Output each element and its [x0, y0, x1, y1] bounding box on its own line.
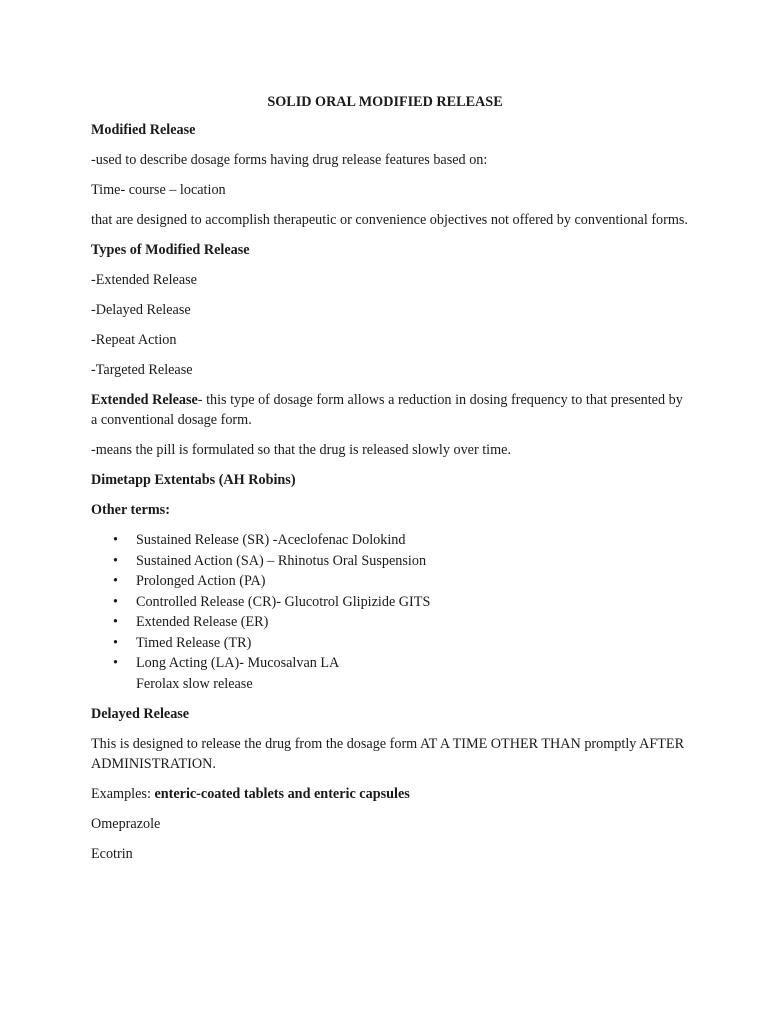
extended-release-definition-text: - this type of dosage form allows a reduction in dosing frequency to that presented by a conventional dosage form. [91, 392, 683, 428]
list-item [91, 633, 691, 654]
paragraph-examples [91, 784, 691, 804]
list-item-text: Extended Release (ER) [136, 614, 269, 630]
document-page [91, 92, 691, 874]
section-heading-modified-release: Modified Release [91, 122, 196, 138]
list-item-continuation: Ferolax slow release [136, 675, 253, 692]
document-title: SOLID ORAL MODIFIED RELEASE [267, 94, 503, 110]
term-extended-release: Extended Release [91, 392, 198, 408]
list-item-text: Prolonged Action (PA) [136, 573, 266, 589]
bullet-icon: • [113, 532, 118, 548]
bullet-icon: • [113, 614, 118, 630]
section-heading-types: Types of Modified Release [91, 242, 250, 258]
bullet-icon: • [113, 634, 118, 651]
list-item [91, 530, 691, 551]
example-dimetapp: Dimetapp Extentabs (AH Robins) [91, 472, 296, 488]
example-ecotrin: Ecotrin [91, 846, 133, 862]
bullet-icon: • [113, 552, 118, 569]
type-item-delayed: -Delayed Release [91, 302, 191, 318]
bullet-icon: • [113, 573, 118, 589]
paragraph-time-course: Time- course – location [91, 182, 226, 198]
section-heading-delayed-release: Delayed Release [91, 706, 190, 722]
list-item [91, 571, 691, 592]
examples-label: Examples: [91, 786, 155, 802]
type-item-targeted: -Targeted Release [91, 362, 193, 378]
list-item [91, 612, 691, 633]
paragraph-means-pill: -means the pill is formulated so that the drug is released slowly over time. [91, 442, 512, 458]
other-terms-list [91, 530, 691, 694]
bullet-icon: • [113, 655, 118, 671]
paragraph-extended-release-definition [91, 390, 691, 430]
list-item [91, 551, 691, 572]
type-item-extended: -Extended Release [91, 272, 197, 288]
type-item-repeat: -Repeat Action [91, 332, 177, 348]
list-item-text: Long Acting (LA)- Mucosalvan LA [136, 655, 340, 671]
list-item [91, 592, 691, 613]
list-item-text: Controlled Release (CR)- Glucotrol Glipizide GITS [136, 593, 431, 610]
bullet-icon: • [113, 593, 118, 610]
examples-value: enteric-coated tablets and enteric capsules [154, 786, 410, 802]
list-item-text: Timed Release (TR) [136, 634, 252, 651]
section-heading-other-terms: Other terms: [91, 502, 170, 518]
paragraph-delayed-description: This is designed to release the drug from the dosage form AT A TIME OTHER THAN promptly AFTER ADMINISTRATION. [91, 736, 685, 772]
paragraph-designed-to-accomplish: that are designed to accomplish therapeutic or convenience objectives not offered by conventional forms. [91, 212, 688, 228]
list-item-text: Sustained Release (SR) -Aceclofenac Dolokind [136, 532, 406, 548]
list-item [91, 653, 691, 694]
example-omeprazole: Omeprazole [91, 816, 161, 832]
list-item-text: Sustained Action (SA) – Rhinotus Oral Suspension [136, 552, 427, 569]
paragraph-used-to-describe: -used to describe dosage forms having drug release features based on: [91, 152, 488, 168]
